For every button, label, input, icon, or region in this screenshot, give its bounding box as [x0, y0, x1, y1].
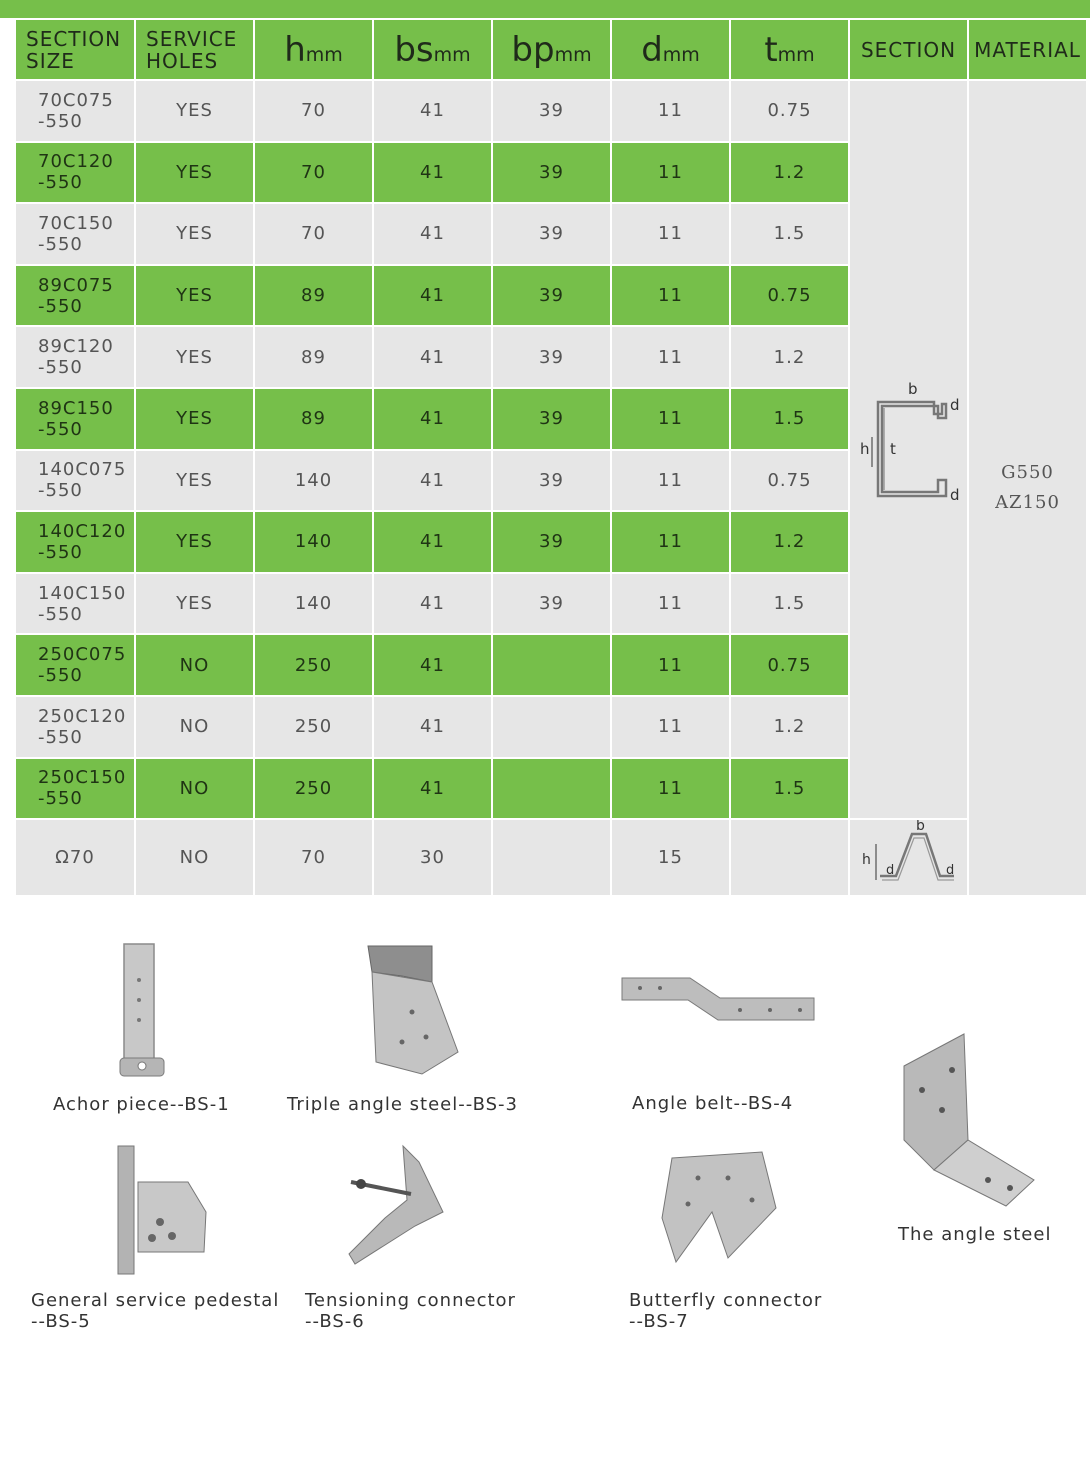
size-code: 250C120 [38, 705, 127, 727]
cell-h: 89 [255, 266, 372, 326]
header-section [850, 20, 967, 79]
cell-d: 11 [612, 389, 729, 449]
header-d-symbol: d [641, 29, 663, 70]
c-label-h: h [859, 440, 871, 459]
caption-tensioning-connector-line2: --BS-6 [305, 1311, 365, 1332]
cell-h: 70 [255, 204, 372, 264]
header-bp-unit: mm [554, 43, 592, 66]
size-code: 89C120 [38, 336, 114, 358]
size-code: 140C075 [38, 459, 127, 481]
cell-bs: 41 [374, 759, 491, 819]
header-service-holes [136, 20, 253, 79]
c-label-b: b [907, 382, 919, 399]
size-suffix: -550 [38, 233, 83, 255]
size-suffix: -550 [38, 788, 83, 810]
size-suffix: -550 [38, 541, 83, 563]
cell-bp: 39 [493, 204, 610, 264]
header-h-unit: mm [305, 43, 343, 66]
size-code: 140C150 [38, 582, 127, 604]
header-row [16, 20, 1086, 79]
size-code: 140C120 [38, 520, 127, 542]
cell-t: 1.5 [731, 389, 848, 449]
size-code: 70C120 [38, 151, 114, 173]
header-section-label: SECTION [860, 37, 957, 62]
cell-bp: 39 [493, 451, 610, 511]
cell-bs: 41 [374, 327, 491, 387]
header-d-unit: mm [662, 43, 700, 66]
cell-t: 1.5 [731, 574, 848, 634]
cell-section-size [16, 759, 134, 819]
cell-h: 70 [255, 820, 372, 895]
material-grade: G550 [1001, 462, 1054, 484]
cell-bs: 41 [374, 204, 491, 264]
cell-section-size [16, 204, 134, 264]
material-coating: AZ150 [995, 492, 1060, 514]
anchor-piece-icon [110, 940, 170, 1084]
cell-h: 250 [255, 697, 372, 757]
angle-belt-icon [620, 972, 816, 1032]
header-t-unit: mm [777, 43, 815, 66]
cell-bp: 39 [493, 512, 610, 572]
material-cell [969, 81, 1086, 895]
cell-h: 250 [255, 635, 372, 695]
omega-section-diagram-cell [850, 820, 967, 895]
cell-service-holes: YES [136, 327, 253, 387]
header-bs-unit: mm [433, 43, 471, 66]
cell-t: 0.75 [731, 451, 848, 511]
c-label-t: t [889, 440, 897, 459]
table-row [16, 81, 1086, 141]
cell-h: 89 [255, 389, 372, 449]
cell-service-holes: YES [136, 81, 253, 141]
cell-h: 70 [255, 81, 372, 141]
tensioning-connector-icon [345, 1142, 449, 1278]
cell-service-holes: NO [136, 635, 253, 695]
cell-bs: 41 [374, 143, 491, 203]
cell-service-holes: YES [136, 512, 253, 572]
cell-service-holes: NO [136, 759, 253, 819]
cell-d: 11 [612, 574, 729, 634]
size-suffix: -550 [38, 480, 83, 502]
spec-table-wrapper [16, 20, 1080, 897]
cell-d: 11 [612, 759, 729, 819]
size-code: 89C150 [38, 397, 114, 419]
size-suffix: -550 [38, 726, 83, 748]
caption-angle-belt: Angle belt--BS-4 [632, 1093, 794, 1114]
size-suffix: -550 [38, 295, 83, 317]
cell-d: 11 [612, 143, 729, 203]
caption-service-pedestal-line1: General service pedestal [31, 1290, 280, 1311]
header-t [731, 20, 848, 79]
cell-bs: 41 [374, 389, 491, 449]
size-code: 70C075 [38, 89, 114, 111]
cell-bs: 41 [374, 635, 491, 695]
header-service-holes-line1: SERVICE [146, 26, 238, 51]
cell-bp [493, 759, 610, 819]
cell-service-holes: NO [136, 697, 253, 757]
cell-h: 250 [255, 759, 372, 819]
cell-service-holes: YES [136, 143, 253, 203]
size-suffix: -550 [38, 603, 83, 625]
size-suffix: -550 [38, 357, 83, 379]
cell-t: 1.2 [731, 327, 848, 387]
caption-butterfly-connector [629, 1290, 822, 1332]
header-t-symbol: t [764, 29, 778, 70]
header-material-label: MATERIAL [974, 37, 1081, 62]
cell-h: 70 [255, 143, 372, 203]
header-section-size [16, 20, 134, 79]
cell-section-size [16, 451, 134, 511]
table-row-omega [16, 820, 1086, 895]
cell-d: 11 [612, 266, 729, 326]
cell-t: 1.2 [731, 697, 848, 757]
cell-h: 140 [255, 574, 372, 634]
cell-t: 1.5 [731, 759, 848, 819]
omega-label-d-left: d [885, 863, 895, 879]
cell-section-size [16, 635, 134, 695]
cell-bs: 41 [374, 81, 491, 141]
c-section-outline [878, 402, 946, 496]
header-material [969, 20, 1086, 79]
cell-d: 15 [612, 820, 729, 895]
cell-service-holes: YES [136, 451, 253, 511]
cell-h: 140 [255, 451, 372, 511]
size-code: 89C075 [38, 274, 114, 296]
header-bs [374, 20, 491, 79]
header-h-symbol: h [284, 29, 306, 70]
header-service-holes-line2: HOLES [146, 48, 219, 73]
cell-bs: 41 [374, 266, 491, 326]
cell-bs: 41 [374, 512, 491, 572]
caption-tensioning-connector [305, 1290, 516, 1332]
cell-d: 11 [612, 327, 729, 387]
cell-t [731, 820, 848, 895]
caption-service-pedestal [31, 1290, 279, 1332]
header-section-size-line2: SIZE [26, 48, 75, 73]
cell-bp: 39 [493, 81, 610, 141]
top-green-bar [0, 0, 1090, 18]
cell-service-holes: YES [136, 389, 253, 449]
cell-section-size [16, 81, 134, 141]
cell-t: 0.75 [731, 635, 848, 695]
cell-service-holes: YES [136, 574, 253, 634]
caption-butterfly-connector-line2: --BS-7 [629, 1311, 689, 1332]
caption-anchor-piece: Achor piece--BS-1 [53, 1094, 230, 1115]
cell-bs: 41 [374, 451, 491, 511]
cell-bs: 41 [374, 574, 491, 634]
spec-table [14, 18, 1088, 897]
c-label-d-bottom: d [949, 486, 961, 505]
cell-d: 11 [612, 635, 729, 695]
cell-section-size [16, 512, 134, 572]
cell-h: 89 [255, 327, 372, 387]
size-code: 250C150 [38, 767, 127, 789]
caption-butterfly-connector-line1: Butterfly connector [629, 1290, 823, 1311]
omega-section-diagram [854, 820, 964, 890]
c-section-diagram [854, 382, 964, 512]
caption-triple-angle-steel: Triple angle steel--BS-3 [287, 1094, 518, 1115]
cell-bp: 39 [493, 389, 610, 449]
cell-d: 11 [612, 204, 729, 264]
butterfly-connector-icon [658, 1148, 782, 1276]
cell-section-size [16, 574, 134, 634]
cell-section-size [16, 327, 134, 387]
size-suffix: -550 [38, 665, 83, 687]
cell-h: 140 [255, 512, 372, 572]
omega-label-h: h [861, 852, 872, 869]
caption-tensioning-connector-line1: Tensioning connector [305, 1290, 516, 1311]
omega-label-d-right: d [945, 863, 955, 879]
cell-t: 1.5 [731, 204, 848, 264]
cell-bp [493, 635, 610, 695]
cell-bp: 39 [493, 143, 610, 203]
cell-service-holes: YES [136, 266, 253, 326]
header-section-size-line1: SECTION [26, 26, 122, 51]
caption-angle-steel: The angle steel [898, 1224, 1052, 1245]
cell-d: 11 [612, 512, 729, 572]
cell-bs: 30 [374, 820, 491, 895]
cell-bp: 39 [493, 574, 610, 634]
cell-bp: 39 [493, 266, 610, 326]
cell-d: 11 [612, 697, 729, 757]
cell-t: 1.2 [731, 512, 848, 572]
header-d [612, 20, 729, 79]
service-pedestal-icon [108, 1142, 212, 1282]
cell-t: 1.2 [731, 143, 848, 203]
header-bs-symbol: bs [394, 29, 434, 70]
header-bp-symbol: bp [511, 29, 555, 70]
size-suffix: -550 [38, 110, 83, 132]
cell-bs: 41 [374, 697, 491, 757]
cell-service-holes: YES [136, 204, 253, 264]
caption-service-pedestal-line2: --BS-5 [31, 1311, 91, 1332]
cell-service-holes: NO [136, 820, 253, 895]
size-code: 70C150 [38, 212, 114, 234]
omega-label-b: b [915, 820, 926, 835]
cell-t: 0.75 [731, 266, 848, 326]
cell-bp [493, 697, 610, 757]
cell-bp [493, 820, 610, 895]
cell-section-size [16, 266, 134, 326]
cell-bp: 39 [493, 327, 610, 387]
cell-d: 11 [612, 81, 729, 141]
cell-section-size [16, 143, 134, 203]
cell-d: 11 [612, 451, 729, 511]
size-suffix: -550 [38, 172, 83, 194]
cell-section-size: Ω70 [16, 820, 134, 895]
c-section-diagram-cell [850, 81, 967, 818]
header-h [255, 20, 372, 79]
size-code: 250C075 [38, 644, 127, 666]
size-suffix: -550 [38, 418, 83, 440]
cell-section-size [16, 389, 134, 449]
c-label-d-top: d [949, 396, 961, 415]
triple-angle-steel-icon [362, 942, 462, 1086]
header-bp [493, 20, 610, 79]
cell-t: 0.75 [731, 81, 848, 141]
cell-section-size [16, 697, 134, 757]
angle-steel-icon [898, 1030, 1038, 1214]
